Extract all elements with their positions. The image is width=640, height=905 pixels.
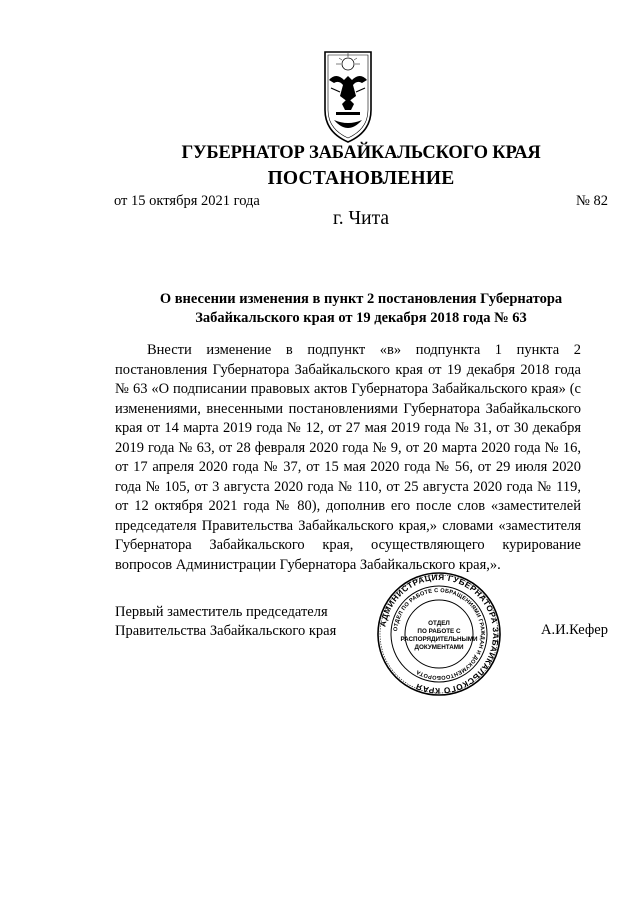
stamp-center-line-3: РАСПОРЯДИТЕЛЬНЫМИ	[400, 636, 478, 643]
subject-line-2: Забайкальского края от 19 декабря 2018 года № 63	[195, 310, 527, 326]
stamp-outer-text: АДМИНИСТРАЦИЯ ГУБЕРНАТОРА ЗАБАЙКАЛЬСКОГО КРАЯ	[378, 572, 501, 696]
document-city: г. Чита	[332, 208, 390, 229]
signer-position-line-2: Правительства Забайкальского края	[115, 623, 337, 639]
stamp-inner-text: ОТДЕЛ ПО РАБОТЕ С ОБРАЩЕНИЯМИ ГРАЖДАН И ДОКУМЕНТООБОРОТА	[393, 587, 486, 681]
document-subject	[140, 290, 582, 328]
stamp-center-line-4: ДОКУМЕНТАМИ	[414, 644, 464, 651]
official-stamp	[375, 570, 503, 698]
subject-line-1: О внесении изменения в пункт 2 постановления Губернатора	[159, 291, 563, 307]
signer-position-line-1: Первый заместитель председателя	[115, 604, 328, 620]
document-date: от 15 октября 2021 года	[114, 193, 260, 209]
signer-position	[115, 603, 336, 641]
document-type: ПОСТАНОВЛЕНИЕ	[267, 168, 455, 189]
stamp-center-line-2: ПО РАБОТЕ С	[417, 628, 461, 635]
authority-title: ГУБЕРНАТОР ЗАБАЙКАЛЬСКОГО КРАЯ	[181, 143, 541, 163]
coat-of-arms-icon	[322, 50, 374, 144]
stamp-center-line-1: ОТДЕЛ	[428, 620, 450, 627]
signer-name: А.И.Кефер	[540, 622, 608, 638]
body-paragraph: Внести изменение в подпункт «в» подпункта 1 пункта 2 постановления Губернатора Забайкальского края от 19 декабря 2018 года № 63 «О подписании правовых актов Губернатора Забайкальского края» (с изменениями, внесенными постановлениями Губернатора Забайкальского края от 14 марта 2019 года № 12, от 27 мая 2019 года № 31, от 30 декабря 2019 года № 63, от 28 февраля 2020 года № 9, от 20 марта 2020 года № 16, от 17 апреля 2020 года № 37, от 15 мая 2020 года № 56, от 29 июля 2020 года № 105, от 3 августа 2020 года № 110, от 25 августа 2020 года № 119, от 12 октября 2021 года № 80), дополнив его после слов «заместителей председателя Правительства Забайкальского края,» словами «заместителя Губернатора Забайкальского края, осуществляющего курирование вопросов Администрации Губернатора Забайкальского края,».	[115, 342, 581, 573]
document-number: № 82	[576, 193, 608, 209]
